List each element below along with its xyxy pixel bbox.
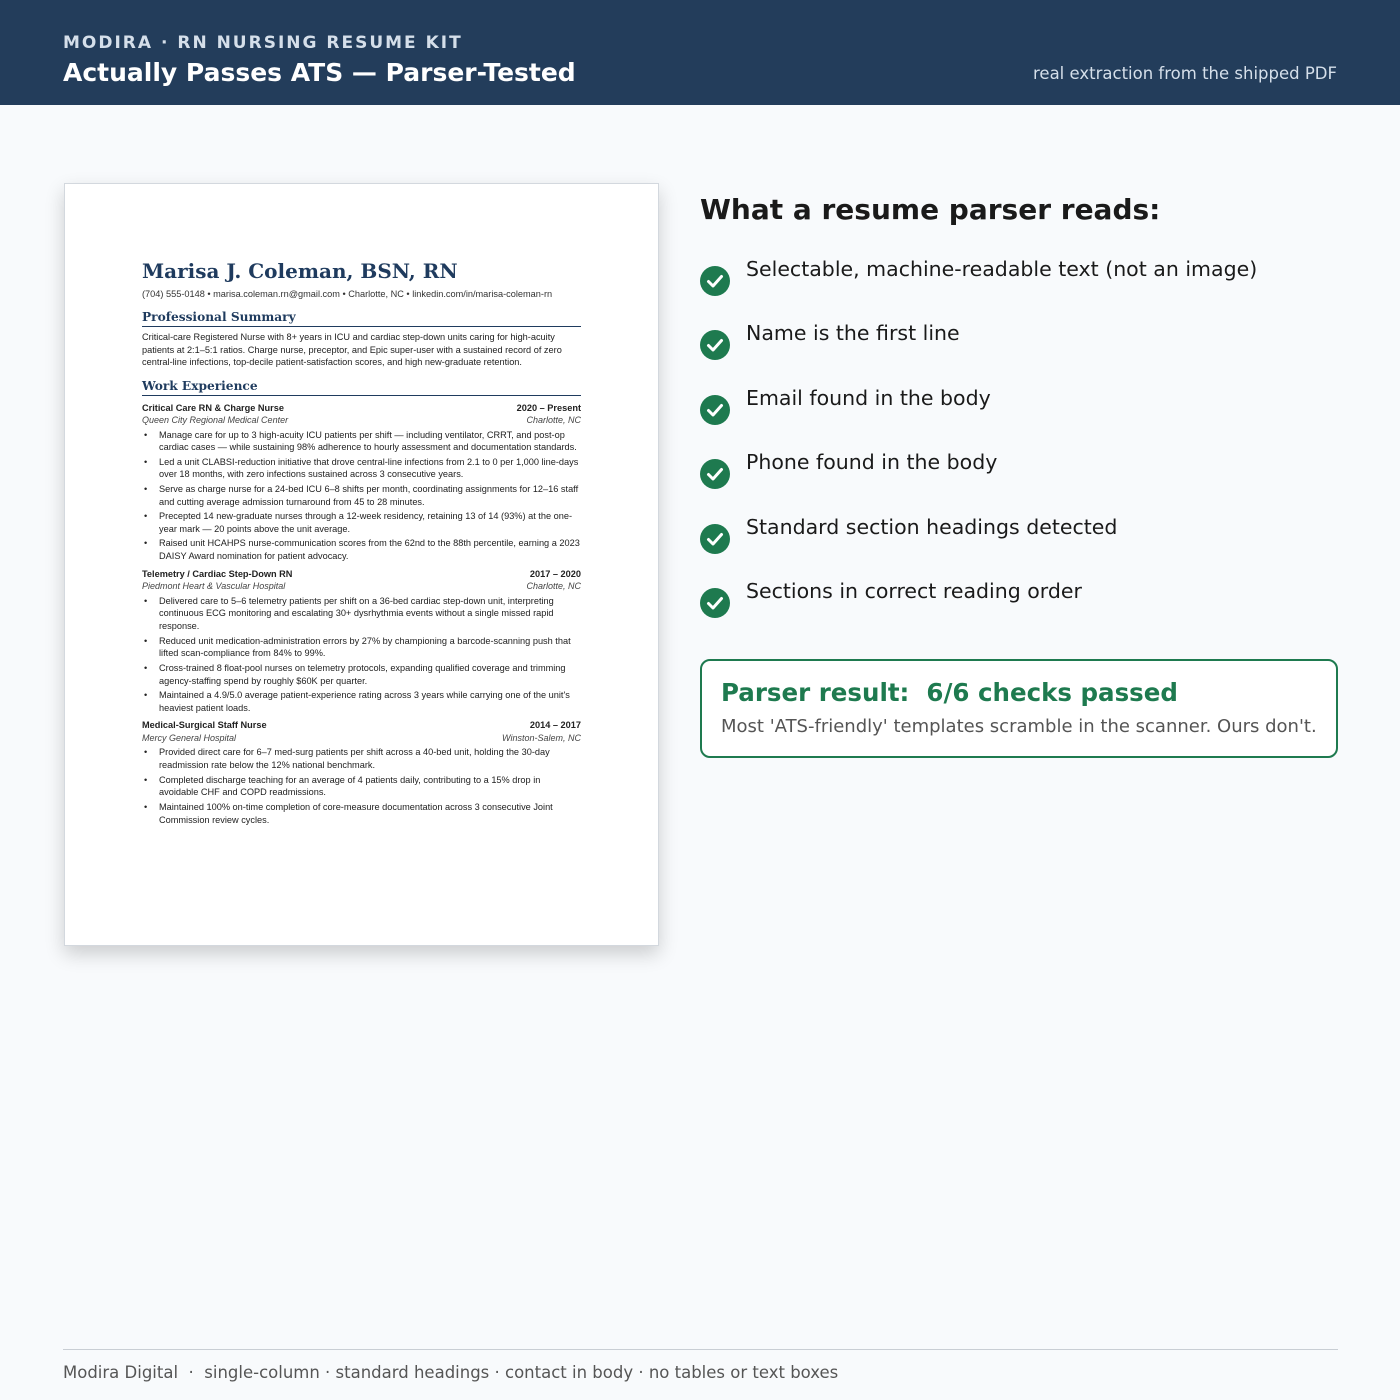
header-note: real extraction from the shipped PDF (1033, 64, 1337, 83)
parser-check-label: Email found in the body (746, 385, 991, 410)
job-location: Winston-Salem, NC (502, 732, 581, 743)
job-title: Critical Care RN & Charge Nurse (142, 402, 284, 413)
job-header (142, 402, 581, 415)
header-banner (0, 0, 1400, 105)
job-title: Medical-Surgical Staff Nurse (142, 720, 267, 731)
job-entry (142, 402, 581, 563)
parser-check-item (700, 512, 1340, 576)
checkmark-circle-icon (700, 588, 730, 618)
job-bullet: • Maintained a 4.9/5.0 average patient-experience rating across 3 years while carrying one of the unit's heaviest patient loads. (142, 689, 581, 714)
result-value: 6/6 checks passed (926, 678, 1178, 707)
job-dates: 2020 – Present (516, 402, 581, 413)
parser-check-label: Phone found in the body (746, 450, 998, 475)
job-entry (142, 568, 581, 715)
job-employer: Queen City Regional Medical Center (142, 415, 289, 425)
resume-preview (64, 183, 659, 946)
job-header (142, 568, 581, 581)
brand-kicker: MODIRA · RN NURSING RESUME KIT (63, 33, 463, 53)
job-bullet: • Delivered care to 5–6 telemetry patients per shift on a 36-bed cardiac step-down unit, interpreting continuous ECG monitoring and escalating 30+ dysrhythmia events without a single missed rapid response. (142, 595, 581, 633)
resume-section-heading-experience: Work Experience (142, 378, 581, 396)
resume-name: Marisa J. Coleman, BSN, RN (142, 259, 458, 283)
job-bullets (142, 746, 581, 826)
resume-section-heading-summary: Professional Summary (142, 309, 581, 327)
job-subheader (142, 414, 581, 427)
job-bullet: • Manage care for up to 3 high-acuity ICU patients per shift — including ventilator, CRRT, and post-op cardiac cases — while sustaining 98% adherence to hourly assessment and documentation standards. (142, 429, 581, 454)
parser-check-item (700, 447, 1340, 511)
result-label: Parser result: (721, 678, 910, 707)
resume-content (142, 256, 581, 828)
parser-check-item (700, 576, 1340, 640)
parser-check-label: Sections in correct reading order (746, 578, 1082, 603)
job-dates: 2017 – 2020 (529, 568, 581, 579)
parser-result-box (700, 659, 1338, 758)
resume-jobs (142, 402, 581, 827)
checkmark-circle-icon (700, 459, 730, 489)
job-header (142, 719, 581, 732)
checkmark-circle-icon (700, 266, 730, 296)
job-bullet: • Maintained 100% on-time completion of core-measure documentation across 3 consecutive Joint Commission review cycles. (142, 801, 581, 826)
parser-check-label: Name is the first line (746, 321, 960, 346)
job-employer: Mercy General Hospital (142, 732, 237, 743)
resume-contact: (704) 555-0148 • marisa.coleman.rn@gmail.com • Charlotte, NC • linkedin.com/in/marisa-coleman-rn (142, 289, 553, 299)
parser-check-item (700, 254, 1340, 318)
job-bullet: • Cross-trained 8 float-pool nurses on telemetry protocols, expanding qualified coverage and trimming agency-staffing spend by roughly $60K per quarter. (142, 662, 581, 687)
job-bullet: • Precepted 14 new-graduate nurses through a 12-week residency, retaining 13 of 14 (93%) at the one-year mark — 20 points above the unit average. (142, 510, 581, 535)
job-bullets (142, 595, 581, 715)
job-bullet: • Serve as charge nurse for a 24-bed ICU 6–8 shifts per month, coordinating assignments for 12–16 staff and cutting average admission turnaround from 45 to 28 minutes. (142, 483, 581, 508)
checkmark-circle-icon (700, 395, 730, 425)
parser-check-item (700, 383, 1340, 447)
parser-check-item (700, 318, 1340, 382)
job-dates: 2014 – 2017 (529, 720, 581, 731)
job-entry (142, 719, 581, 826)
panel-title: What a resume parser reads: (700, 193, 1161, 226)
job-subheader (142, 580, 581, 593)
page-title: Actually Passes ATS — Parser-Tested (63, 58, 576, 87)
checkmark-circle-icon (700, 330, 730, 360)
job-location: Charlotte, NC (526, 581, 581, 592)
job-bullet: • Provided direct care for 6–7 med-surg patients per shift across a 40-bed unit, holding the 30-day readmission rate below the 12% national benchmark. (142, 746, 581, 771)
job-subheader (142, 732, 581, 745)
parser-check-label: Selectable, machine-readable text (not an image) (746, 257, 1258, 281)
job-bullet: • Raised unit HCAHPS nurse-communication scores from the 62nd to the 88th percentile, earning a 2023 DAISY Award nomination for patient advocacy. (142, 537, 581, 562)
job-bullet: • Completed discharge teaching for an average of 4 patients daily, contributing to a 15% drop in avoidable CHF and COPD readmissions. (142, 774, 581, 799)
footer-text: Modira Digital · single-column · standard headings · contact in body · no tables or text boxes (63, 1363, 839, 1382)
job-location: Charlotte, NC (526, 415, 581, 425)
job-title: Telemetry / Cardiac Step-Down RN (142, 568, 293, 579)
job-bullet: • Led a unit CLABSI-reduction initiative that drove central-line infections from 2.1 to 0 per 1,000 line-days over 18 months, with zero infections sustained across 3 consecutive years. (142, 456, 581, 481)
parser-check-list (700, 254, 1340, 640)
job-bullets (142, 429, 581, 563)
result-note: Most 'ATS-friendly' templates scramble in the scanner. Ours don't. (721, 716, 1317, 737)
result-title (721, 678, 1178, 707)
footer-divider (63, 1349, 1338, 1350)
job-bullet: • Reduced unit medication-administration errors by 27% by championing a barcode-scanning push that lifted scan-compliance from 84% to 99%. (142, 635, 581, 660)
resume-summary: Critical-care Registered Nurse with 8+ years in ICU and cardiac step-down units caring for high-acuity patients at 2:1–5:1 ratios. Charge nurse, preceptor, and Epic super-user with a sustained record of zero central-line infections, top-decile patient-satisfaction scores, and high new-graduate retention. (142, 332, 562, 367)
checkmark-circle-icon (700, 524, 730, 554)
job-employer: Piedmont Heart & Vascular Hospital (142, 581, 286, 592)
parser-check-label: Standard section headings detected (746, 514, 1118, 539)
